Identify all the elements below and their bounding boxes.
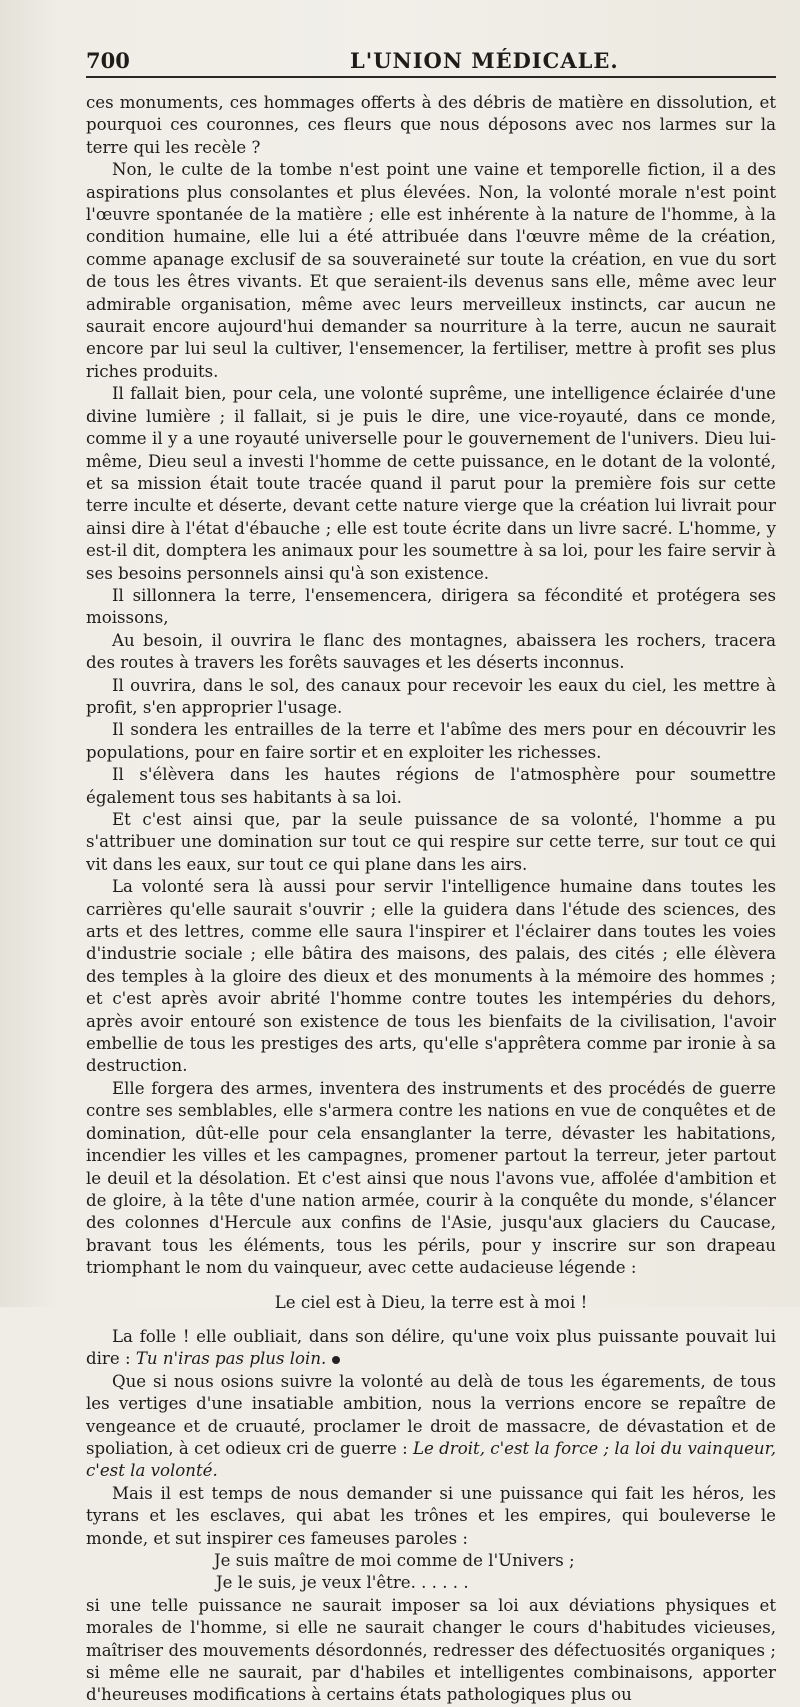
- paragraph: Il fallait bien, pour cela, une volonté suprême, une intelligence éclairée d'une divine lumière ; il fallait, si je puis le dire, une vice-royauté, dans ce monde, comme il y a une royauté universelle pour le gouvernement de l'univers. Dieu lui-même, Dieu seul a investi l'homme de cette puissance, en le dotant de la volonté, et sa mission était toute tracée quand il parut pour la première fois sur cette terre inculte et déserte, devant cette nature vierge que la création lui livrait pour ainsi dire à l'état d'ébauche ; elle est toute écrite dans un livre sacré. L'homme, y est-il dit, domptera les animaux pour les soumettre à sa loi, pour les faire servir à ses besoins personnels ainsi qu'à son existence.: [86, 384, 776, 583]
- paragraph: Elle forgera des armes, inventera des instruments et des procédés de guerre contre ses semblables, elle s'armera contre les nations en vue de conquêtes et de domination, dût-elle pour cela ensanglanter la terre, dévaster les habitations, incendier les villes et les campagnes, promener partout la terreur, jeter partout le deuil et la désolation. Et c'est ainsi que nous l'avons vue, affolée d'ambition et de gloire, à la tête d'une nation armée, courir à la conquête du monde, s'élancer des colonnes d'Hercule aux confins de l'Asie, jusqu'aux glaciers du Caucase, bravant tous les éléments, tous les périls, pour y inscrire sur son drapeau triomphant le nom du vainqueur, avec cette audacieuse légende :: [86, 1078, 776, 1278]
- paragraph: Et c'est ainsi que, par la seule puissance de sa volonté, l'homme a pu s'attribuer une domination sur tout ce qui respire sur cette terre, sur tout ce qui vit dans les eaux, sur tout ce qui plane dans les airs.: [86, 810, 776, 874]
- verse-line: Je le suis, je veux l'être. . . . . .: [216, 1573, 469, 1593]
- paragraph-closing: si une telle puissance ne saurait imposer sa loi aux déviations physiques et morales de l'homme, si elle ne saurait changer le cours d'habitudes vicieuses, maîtriser des mouvements désordonnés, redresser des défectuosités organiques ; si même elle ne saurait, par d'habiles et intelligentes combinaisons, apporter d'heureuses modifications à certains états pathologiques plus ou: [86, 1595, 776, 1705]
- paragraph: Il ouvrira, dans le sol, des canaux pour recevoir les eaux du ciel, les mettre à profit, s'en approprier l'usage.: [86, 675, 776, 717]
- paragraph: Il s'élèvera dans les hautes régions de l'atmosphère pour soumettre également tous ses habitants à sa loi.: [86, 765, 776, 807]
- paragraph: La volonté sera là aussi pour servir l'intelligence humaine dans toutes les carrières qu'elle saurait s'ouvrir ; elle la guidera dans l'étude des sciences, des arts et des lettres, comme elle saura l'inspirer et l'éclairer dans toutes les voies d'industrie sociale ; elle bâtira des maisons, des palais, des cités ; elle élèvera des temples à la gloire des dieux et des monuments à la mémoire des hommes ; et c'est après avoir abrité l'homme contre toutes les intempéries du dehors, après avoir entouré son existence de tous les bienfaits de la civilisation, l'avoir embellie de tous les prestiges des arts, qu'elle s'apprêtera comme par ironie à sa destruction.: [86, 877, 776, 1076]
- folly-text: La folle ! elle oubliait, dans son délire, qu'une voix plus puissante pouvait lui dire :: [86, 1326, 776, 1369]
- verse-quote: [86, 1550, 776, 1595]
- ink-blot: [332, 1356, 340, 1364]
- paragraph: Au besoin, il ouvrira le flanc des montagnes, abaissera les rochers, tracera des routes à travers les forêts sauvages et les déserts inconnus.: [86, 630, 776, 673]
- paragraph-heroes: Mais il est temps de nous demander si une puissance qui fait les héros, les tyrans et les esclaves, qui abat les trônes et les empires, qui bouleverse le monde, et sut inspirer ces fameuses paroles :: [86, 1483, 776, 1548]
- page-header: [86, 46, 776, 78]
- paragraph-vertiges: [86, 1371, 776, 1483]
- page-number: 700: [86, 48, 130, 73]
- article-body: [86, 92, 776, 1707]
- paragraph: Non, le culte de la tombe n'est point une vaine et temporelle fiction, il a des aspirations plus consolantes et plus élevées. Non, la volonté morale n'est point l'œuvre spontanée de la matière ; elle est inhérente à la nature de l'homme, à la condition humaine, elle lui a été attribuée dans l'œuvre même de la création, comme apanage exclusif de sa souveraineté sur toute la création, en vue du sort de tous les êtres vivants. Et que seraient-ils devenus sans elle, même avec leur admirable organisation, même avec leurs merveilleux instincts, car aucun ne saurait encore aujourd'hui demander sa nourriture à la terre, aucun ne saurait encore par lui seul la cultiver, l'ensemencer, la fertiliser, mettre à profit ses plus riches produits.: [86, 160, 776, 381]
- folly-italic: Tu n'iras pas plus loin.: [135, 1349, 327, 1369]
- paragraph: ces monuments, ces hommages offerts à des débris de matière en dissolution, et pourquoi ces couronnes, ces fleurs que nous déposons avec nos larmes sur la terre qui les recèle ?: [86, 93, 776, 157]
- legend-quote: Le ciel est à Dieu, la terre est à moi !: [274, 1292, 588, 1312]
- vertiges-italic: Le droit, c'est la force ; la loi du vainqueur, c'est la volonté.: [86, 1438, 776, 1481]
- verse-line: Je suis maître de moi comme de l'Univers ;: [214, 1551, 575, 1570]
- paragraph: Il sondera les entrailles de la terre et l'abîme des mers pour en découvrir les populations, pour en faire sortir et en exploiter les richesses.: [86, 720, 776, 762]
- paragraph-folly: [86, 1326, 776, 1371]
- running-title: L'UNION MÉDICALE.: [350, 48, 619, 73]
- vertiges-text: Que si nous osions suivre la volonté au delà de tous les égarements, de tous les vertiges d'une insatiable ambition, nous la verrions encore se repaître de vengeance et de cruauté, proclamer le droit de massacre, de dévastation et de spoliation, à cet odieux cri de guerre :: [86, 1371, 776, 1458]
- paragraph: Il sillonnera la terre, l'ensemencera, dirigera sa fécondité et protégera ses moissons,: [86, 585, 776, 628]
